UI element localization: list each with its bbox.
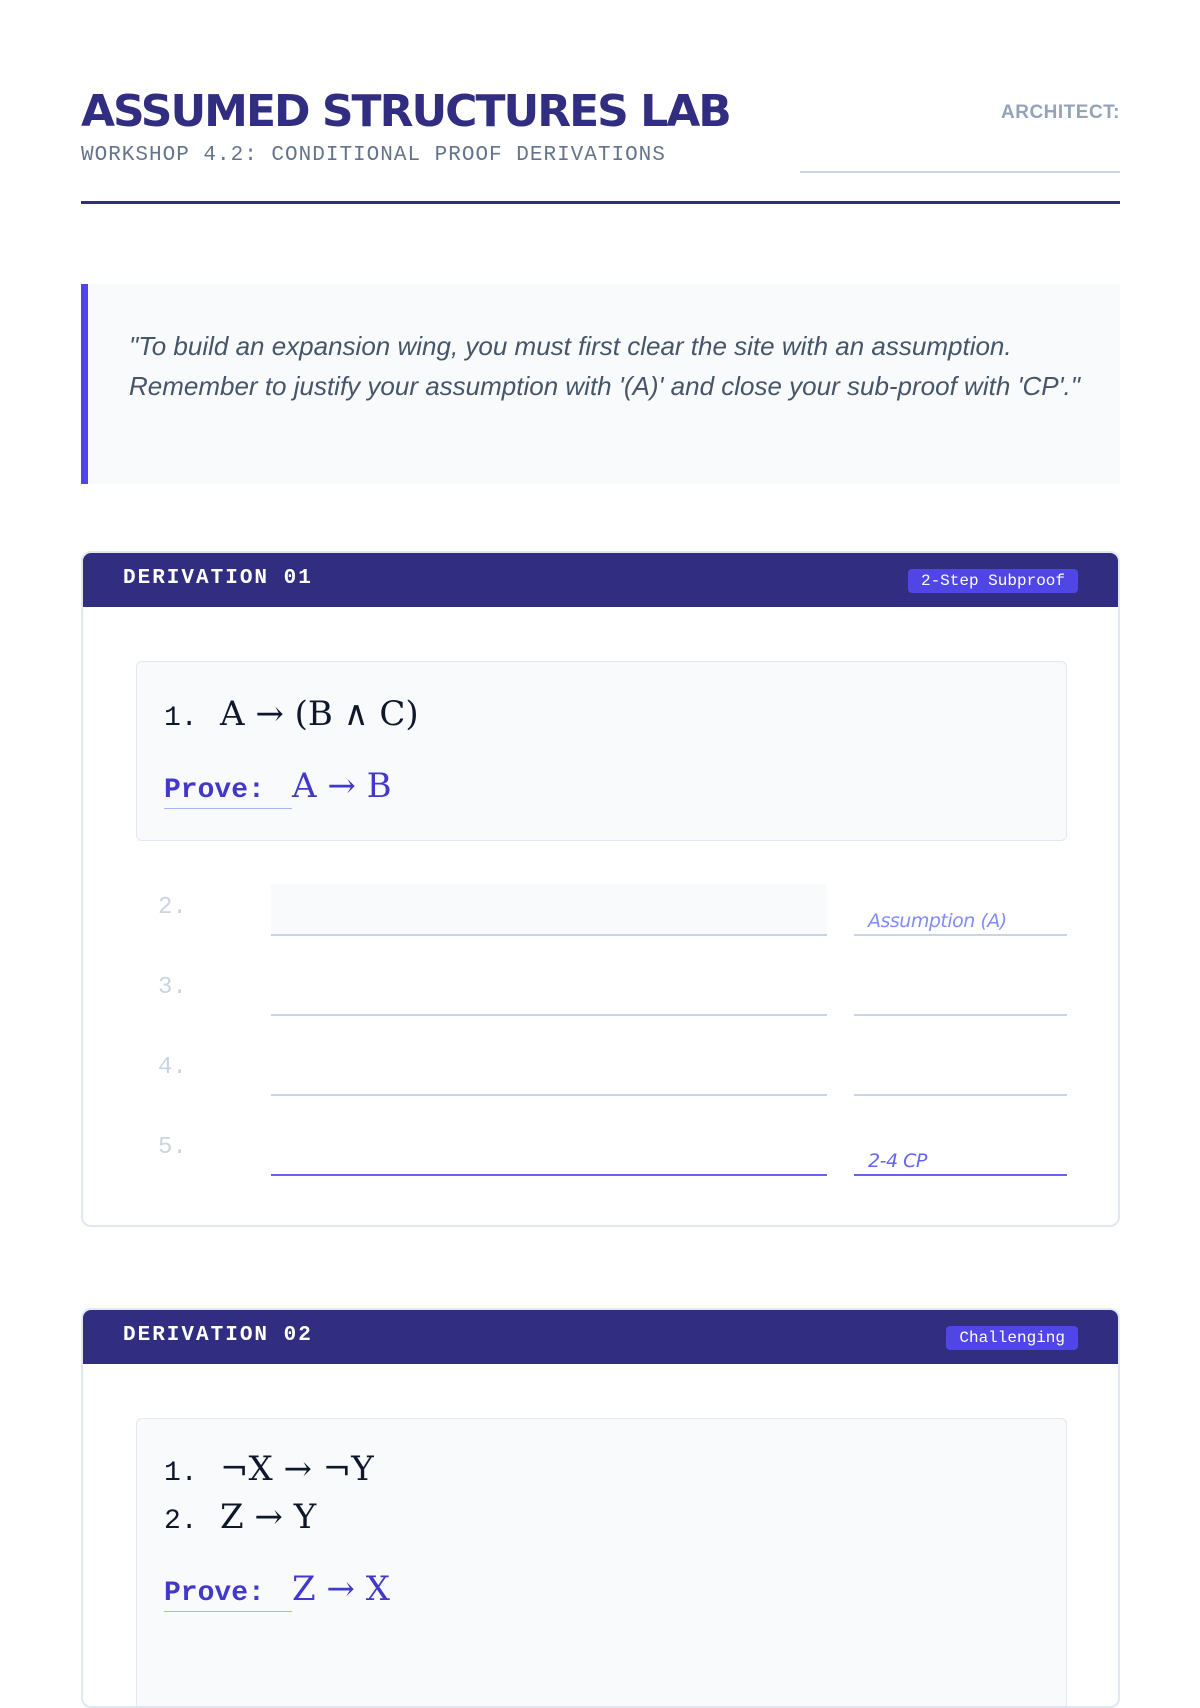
premise-number: 1.	[164, 1458, 198, 1489]
prove-label: Prove:	[164, 1578, 292, 1612]
premise-formula: ¬X → ¬Y	[220, 1449, 374, 1489]
justification-input[interactable]	[854, 964, 1067, 1016]
prove-goal	[164, 1569, 390, 1612]
worksheet-page	[81, 0, 1120, 1609]
instruction-quote	[81, 284, 1120, 484]
line-number: 2.	[158, 894, 187, 921]
premise-formula: Z → Y	[220, 1497, 317, 1537]
justification-text: 2-4 CP	[868, 1150, 927, 1172]
premise-line	[164, 694, 419, 734]
premise-formula: A → (B ∧ C)	[220, 694, 419, 734]
line-number: 4.	[158, 1054, 187, 1081]
premise-number: 1.	[164, 703, 198, 734]
derivation-header	[83, 1310, 1118, 1364]
architect-label: ARCHITECT:	[1001, 102, 1120, 123]
page-subtitle: WORKSHOP 4.2: CONDITIONAL PROOF DERIVATIONS	[81, 144, 666, 167]
premise-line	[164, 1497, 316, 1537]
derivation-card-01	[81, 551, 1120, 1227]
formula-input[interactable]	[271, 964, 827, 1016]
proof-line	[83, 882, 1120, 942]
proof-line	[83, 1042, 1120, 1102]
premise-number: 2.	[164, 1506, 198, 1537]
justification-text: Assumption (A)	[868, 910, 1007, 932]
proof-line-final	[83, 1122, 1120, 1182]
page-title: ASSUMED STRUCTURES LAB	[81, 86, 730, 137]
derivation-header	[83, 553, 1118, 607]
premises-box	[136, 1418, 1067, 1708]
proof-line	[83, 962, 1120, 1022]
line-number: 3.	[158, 974, 187, 1001]
prove-formula: A → B	[292, 766, 392, 806]
justification-input[interactable]	[854, 1124, 1067, 1176]
quote-text: "To build an expansion wing, you must first clear the site with an assumption. Remember to justify your assumption with '(A)' and close your sub-proof with 'CP'."	[129, 331, 1081, 401]
architect-name-field[interactable]	[800, 171, 1120, 173]
derivation-title: DERIVATION 02	[123, 1324, 313, 1347]
derivation-title: DERIVATION 01	[123, 567, 313, 590]
difficulty-badge: 2-Step Subproof	[908, 569, 1078, 593]
derivation-card-02	[81, 1308, 1120, 1708]
formula-input[interactable]	[271, 1044, 827, 1096]
premise-line	[164, 1449, 374, 1489]
prove-label: Prove:	[164, 775, 292, 809]
justification-input[interactable]	[854, 884, 1067, 936]
prove-formula: Z → X	[292, 1569, 390, 1609]
premises-box	[136, 661, 1067, 841]
formula-input[interactable]	[271, 1124, 827, 1176]
difficulty-badge: Challenging	[946, 1326, 1078, 1350]
worksheet-header	[81, 84, 1120, 204]
formula-input[interactable]	[271, 884, 827, 936]
prove-goal	[164, 766, 392, 809]
justification-input[interactable]	[854, 1044, 1067, 1096]
line-number: 5.	[158, 1134, 187, 1161]
